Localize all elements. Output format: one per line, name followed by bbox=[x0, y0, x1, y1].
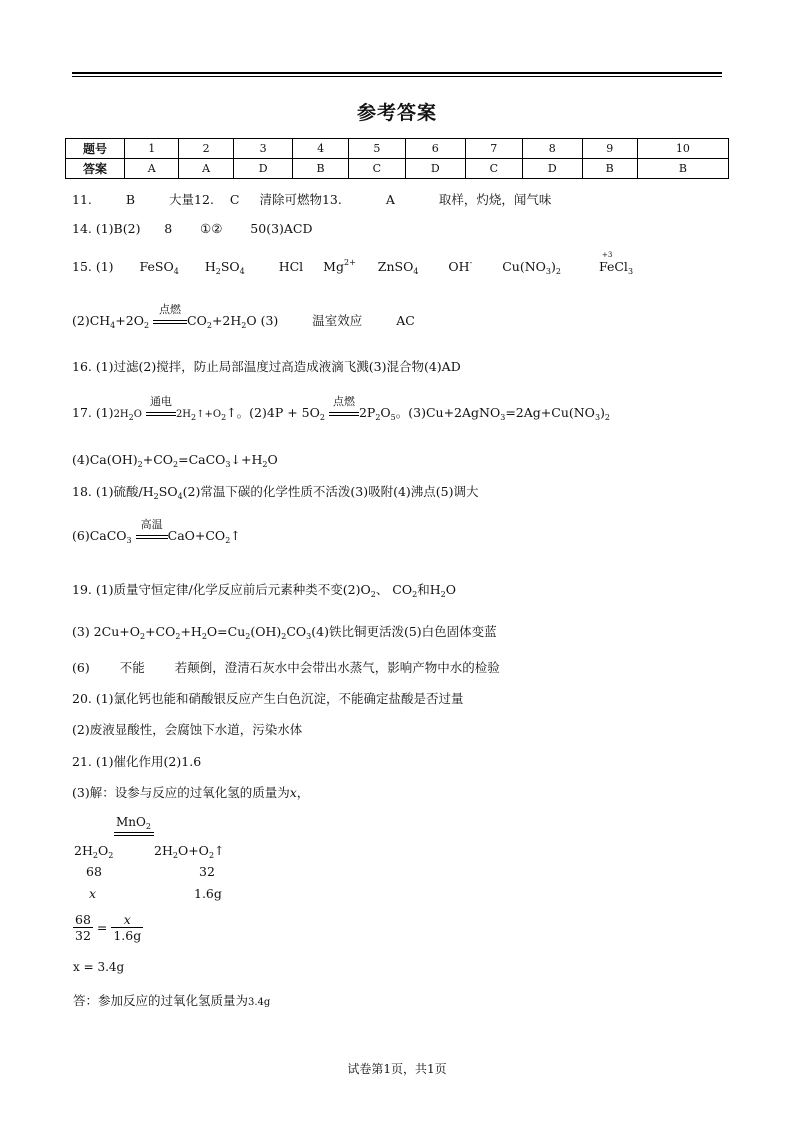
answer-line-21-3: (3)解：设参与反应的过氧化氢的质量为x， bbox=[72, 785, 310, 800]
answer-table bbox=[65, 138, 729, 179]
table-cell: D bbox=[522, 159, 582, 179]
table-cell: D bbox=[233, 159, 293, 179]
table-row-numbers bbox=[66, 139, 729, 159]
final-answer: 答：参加反应的过氧化氢质量为3.4g bbox=[73, 993, 271, 1008]
reaction-arrow: 点燃 bbox=[153, 313, 187, 328]
table-header-answers: 答案 bbox=[66, 159, 125, 179]
molar-mass-68: 68 bbox=[86, 864, 102, 879]
table-cell: B bbox=[582, 159, 637, 179]
answer-line-17: 17. $(1)2H_2O$ 通电 $2H_2↑+O_2↑$。$(2)4P + 5O_2$ 点燃 $2P_2O_5$。$(3)Cu+2AgNO_3=2Ag+Cu(NO_3)_2$ bbox=[72, 395, 611, 422]
answer-line-20-1: 20. (1)氯化钙也能和硝酸银反应产生白色沉淀，不能确定盐酸是否过量 bbox=[72, 691, 464, 706]
answer-text: 取样，灼烧，闻气味 bbox=[438, 192, 552, 207]
answer-text: 温室效应 bbox=[312, 313, 363, 328]
table-cell: 7 bbox=[465, 139, 522, 159]
answer-line-19-3: (3) $2Cu+O_2+CO_2+H_2O=Cu_2(OH)_2CO_3(4)$铁比铜更活泼(5)白色固体变蓝 bbox=[72, 624, 497, 641]
fraction-68-32: $\frac{68}{32}$ bbox=[75, 912, 91, 943]
answer-line-18-6: (6)CaCO$_3$ 高温 $CaO+CO_2↑$ bbox=[72, 518, 241, 545]
unknown-x: x bbox=[89, 886, 97, 901]
question-number: 15. (1) bbox=[72, 259, 114, 274]
header-rule-thick bbox=[72, 72, 722, 74]
catalyst-arrow bbox=[114, 832, 154, 836]
answer-text: B bbox=[125, 192, 136, 207]
proportion: $\frac{68}{32}$ = $\frac{x}{1.6g}$ bbox=[75, 912, 142, 943]
molar-mass-32: 32 bbox=[199, 864, 215, 879]
answer-text: A bbox=[385, 192, 395, 207]
mass-1-6g: 1.6g bbox=[194, 886, 222, 901]
page-footer: 试卷第1页，共1页 bbox=[347, 1062, 447, 1076]
page-title: 参考答案 bbox=[356, 102, 437, 124]
table-cell: 9 bbox=[582, 139, 637, 159]
answer-line-16: 16. (1)过滤(2)搅拌，防止局部温度过高造成液滴飞溅(3)混合物(4)AD bbox=[72, 359, 461, 374]
table-header-numbers: 题号 bbox=[66, 139, 125, 159]
equation-h2o2-left: $2H_2O_2$ bbox=[74, 843, 114, 860]
answer-text: 大量12. bbox=[169, 192, 214, 207]
formula-h2so4: $H_2SO_4$ bbox=[204, 259, 245, 276]
table-cell: 10 bbox=[637, 139, 728, 159]
table-cell: 5 bbox=[348, 139, 405, 159]
table-cell: 4 bbox=[293, 139, 348, 159]
table-cell: A bbox=[125, 159, 179, 179]
table-cell: A bbox=[179, 159, 233, 179]
answer-line-21-1: 21. (1)催化作用(2)1.6 bbox=[72, 754, 202, 769]
reaction-arrow: 通电 bbox=[146, 405, 176, 420]
table-cell: B bbox=[293, 159, 348, 179]
table-row-answers bbox=[66, 159, 729, 179]
table-cell: 1 bbox=[125, 139, 179, 159]
question-number: 11. bbox=[72, 192, 92, 207]
formula-znso4: ZnSO$_4$ bbox=[377, 259, 419, 276]
answer-text: C bbox=[229, 192, 240, 207]
answer-line-19-6: (6) 不能 若颠倒，澄清石灰水中会带出水蒸气，影响产物中水的检验 bbox=[72, 660, 500, 675]
answer-line-19: 19. (1)质量守恒定律/化学反应前后元素种类不变$(2)O_2$、 $CO_2$和$H_2O$ bbox=[72, 582, 456, 599]
formula-hcl: HCl bbox=[278, 259, 304, 274]
reaction-arrow: 点燃 bbox=[329, 405, 359, 420]
reaction-arrow: 高温 bbox=[136, 528, 168, 543]
fraction-x-1-6g: $\frac{x}{1.6g}$ bbox=[113, 912, 142, 943]
table-cell: B bbox=[637, 159, 728, 179]
table-cell: 8 bbox=[522, 139, 582, 159]
answer-text: 清除可燃物13. bbox=[259, 192, 342, 207]
catalyst-label: MnO$_2$ bbox=[116, 815, 151, 831]
answer-line-15-2 bbox=[72, 303, 415, 330]
formula-oh-ion: OH- bbox=[448, 258, 473, 274]
answer-line-18: 18. (1)硫酸$/H_2SO_4(2)$常温下碳的化学性质不活泼(3)吸附(4)沸点(5)调大 bbox=[72, 484, 479, 501]
answer-line-14: 14. (1)B(2) 8 ①② 50(3)ACD bbox=[72, 221, 313, 236]
answer-line-17-4: $(4)Ca(OH)_2+CO_2=CaCO_3↓+H_2O$ bbox=[72, 452, 278, 469]
table-cell: C bbox=[348, 159, 405, 179]
formula-cuno32: $Cu(NO_3)_2$ bbox=[502, 259, 561, 276]
formula-fecl3: +3 FeCl$_3$ bbox=[598, 251, 634, 276]
formula-mg-ion: $Mg^{2+}$ bbox=[323, 258, 356, 274]
table-cell: 2 bbox=[179, 139, 233, 159]
table-cell: 3 bbox=[233, 139, 293, 159]
equation-ch4-combustion: $(2)CH_4+2O_2$ 点燃 $CO_2+2H_2O$ (3) bbox=[72, 303, 279, 330]
header-rule-thin bbox=[72, 76, 722, 77]
equation-h2o2-right: $2H_2O+O_2↑$ bbox=[154, 843, 225, 860]
table-cell: 6 bbox=[405, 139, 465, 159]
table-cell: D bbox=[405, 159, 465, 179]
answer-text: AC bbox=[396, 313, 415, 328]
answer-line-11 bbox=[72, 190, 551, 208]
table-cell: C bbox=[465, 159, 522, 179]
result-line: x = 3.4g bbox=[73, 960, 125, 974]
answer-line-15 bbox=[72, 251, 634, 276]
formula-feso4: FeSO$_4$ bbox=[139, 259, 179, 276]
answer-line-20-2: (2)废液显酸性，会腐蚀下水道，污染水体 bbox=[72, 722, 303, 737]
